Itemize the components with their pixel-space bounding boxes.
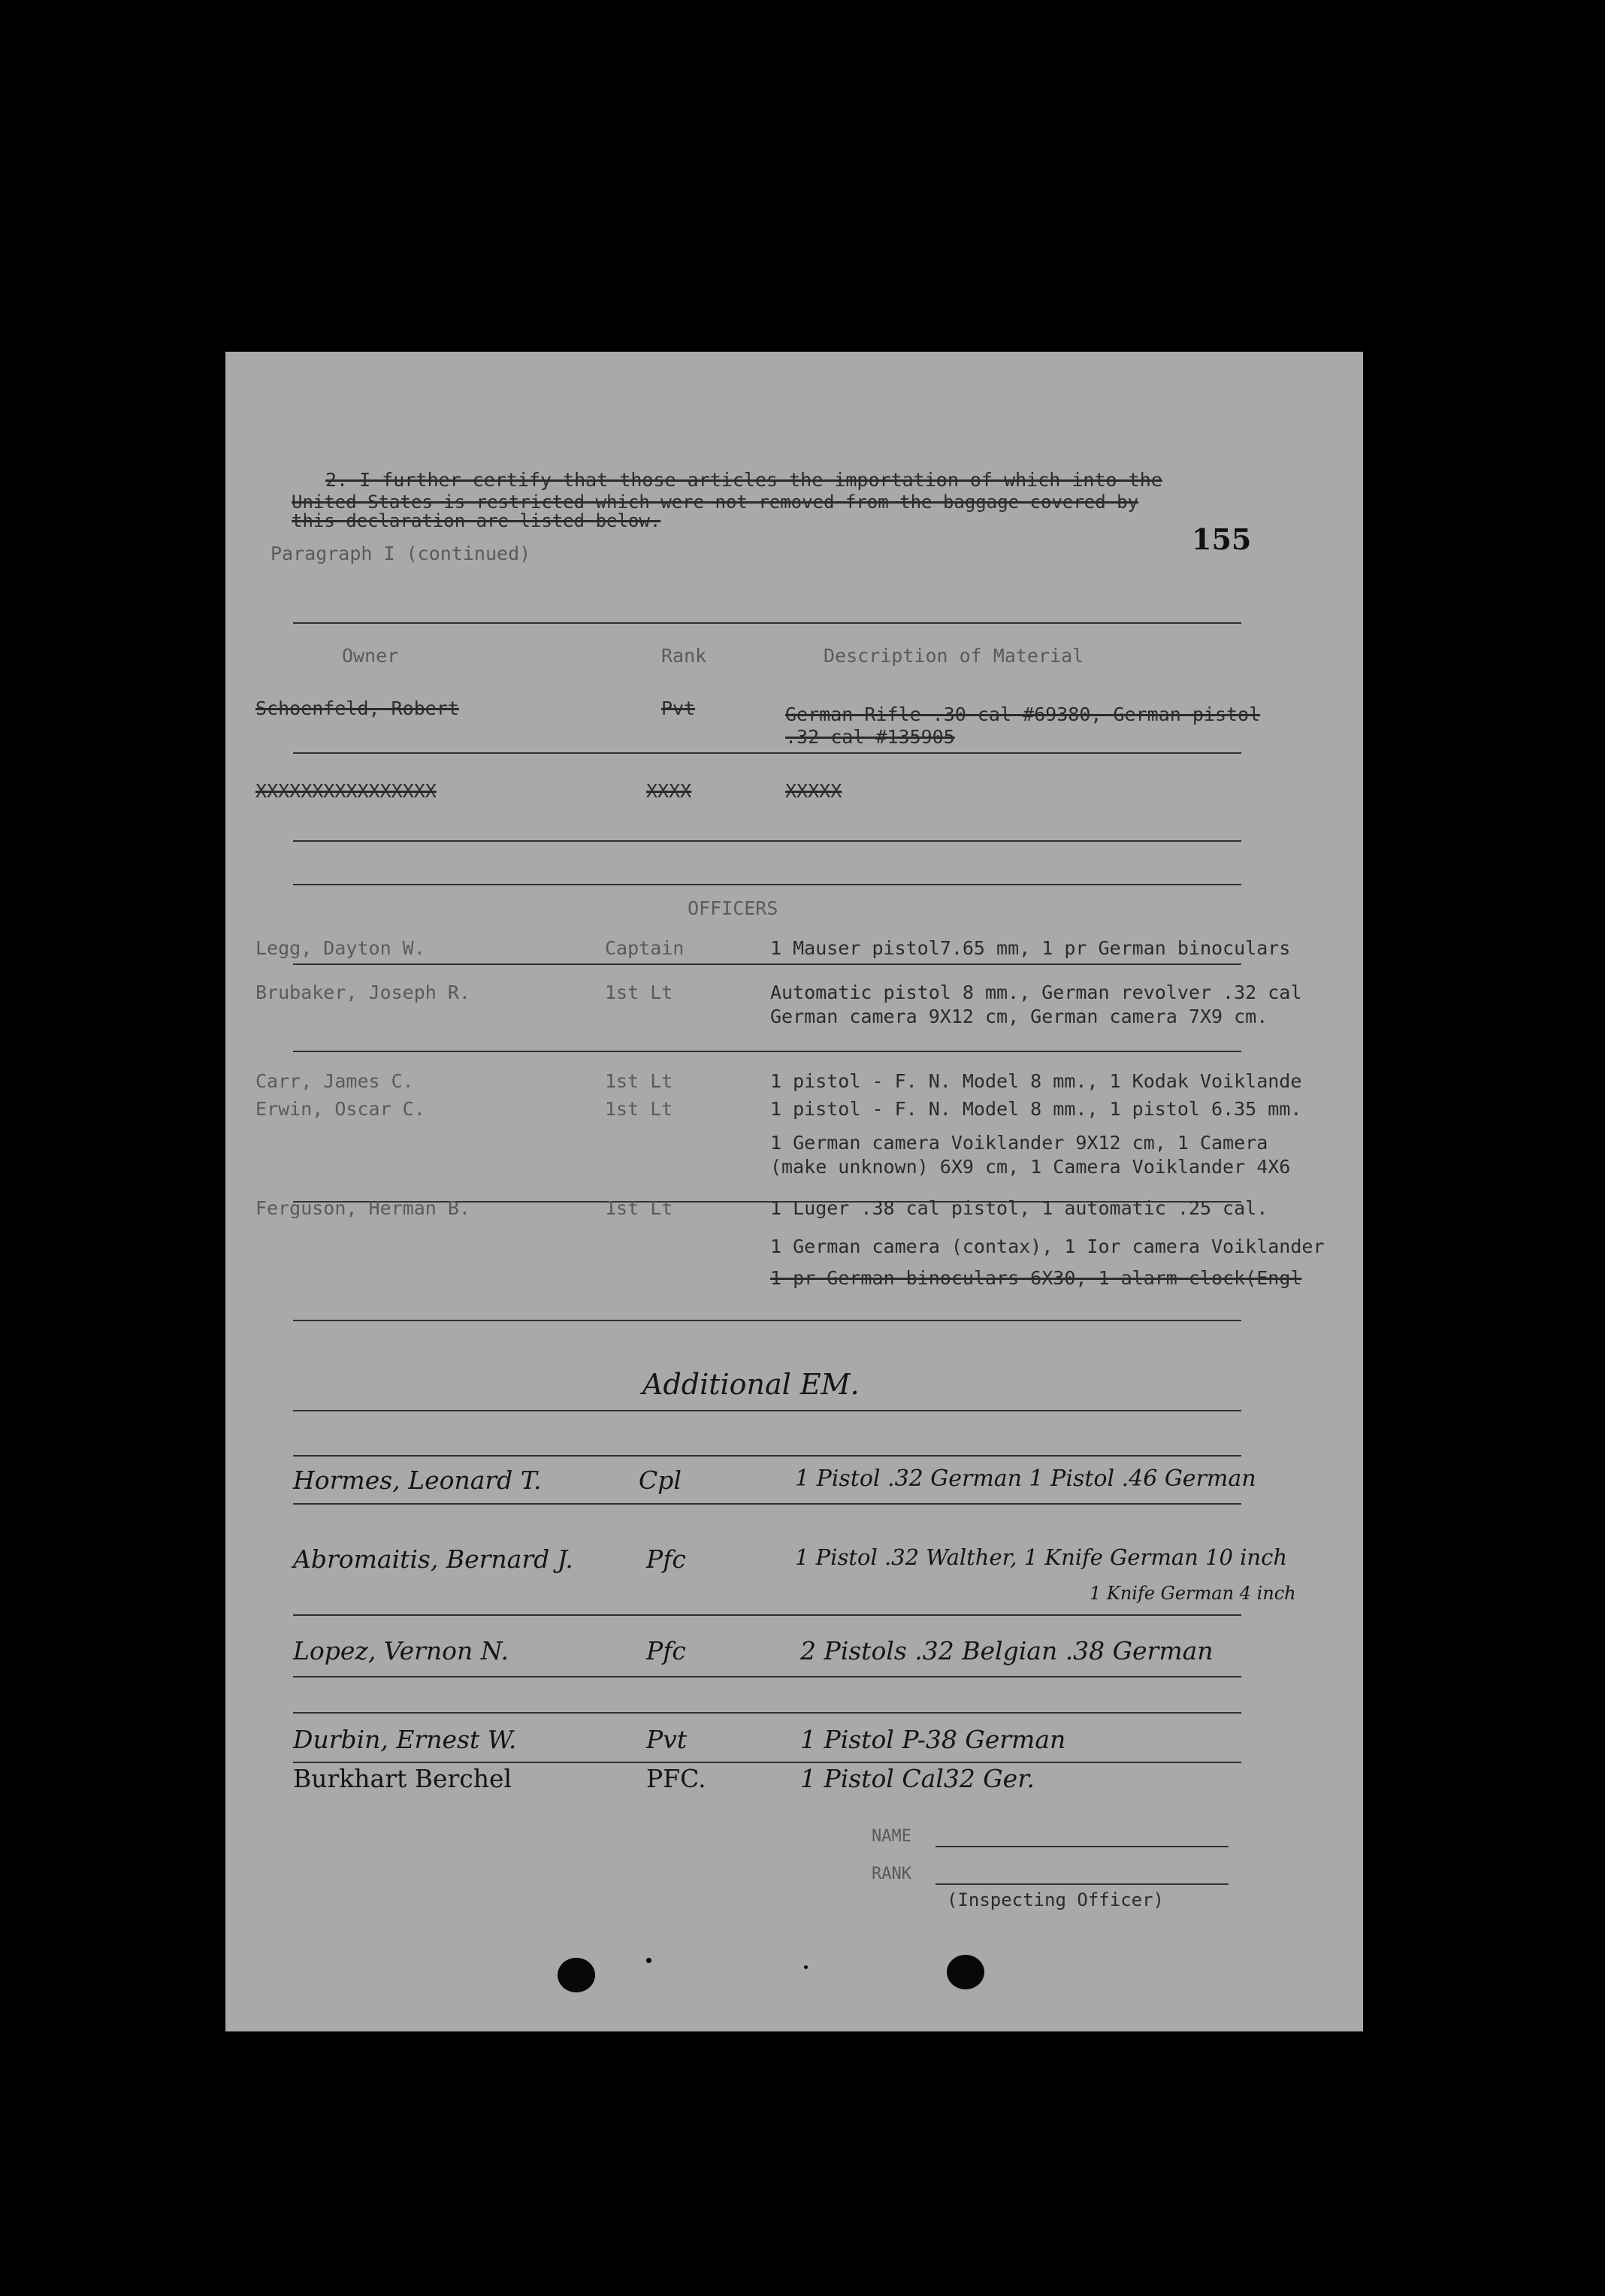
owner-cell: Hormes, Leonard T. xyxy=(293,1466,542,1495)
scan-mark xyxy=(804,1965,808,1969)
punch-hole xyxy=(558,1958,595,1992)
owner-cell: Erwin, Oscar C. xyxy=(255,1098,425,1120)
rule xyxy=(293,752,1241,754)
owner-cell: Carr, James C. xyxy=(255,1070,414,1092)
description-cell: XXXXX xyxy=(785,780,842,802)
rule xyxy=(293,1762,1241,1763)
description-cell: 2 Pistols .32 Belgian .38 German xyxy=(800,1636,1214,1665)
rule xyxy=(293,1614,1241,1616)
description-cell: 1 pistol - F. N. Model 8 mm., 1 Kodak Voiklande xyxy=(770,1070,1302,1092)
paragraph-label: Paragraph I (continued) xyxy=(271,543,531,564)
certification-line-2: United States is restricted which were not removed from the baggage covered by xyxy=(292,492,1139,513)
owner-cell: Brubaker, Joseph R. xyxy=(255,982,470,1003)
description-cell: Automatic pistol 8 mm., German revolver .32 cal xyxy=(770,982,1302,1003)
description-cell: .32 cal #135905 xyxy=(785,726,955,748)
rank-cell: Pfc xyxy=(646,1544,686,1574)
rule xyxy=(293,840,1241,842)
owner-cell: Schoenfeld, Robert xyxy=(255,697,459,719)
description-cell: 1 Pistol .32 German 1 Pistol .46 German xyxy=(795,1466,1256,1492)
owner-cell: Abromaitis, Bernard J. xyxy=(293,1544,573,1574)
scan-mark xyxy=(646,1958,651,1963)
rule xyxy=(293,1503,1241,1505)
owner-cell: Ferguson, Herman B. xyxy=(255,1197,470,1219)
rank-cell: 1st Lt xyxy=(605,1098,673,1120)
description-cell: 1 Pistol Cal32 Ger. xyxy=(800,1764,1035,1793)
additional-heading: Additional EM. xyxy=(642,1368,860,1401)
rank-cell: 1st Lt xyxy=(605,1070,673,1092)
rule xyxy=(293,1320,1241,1321)
rank-cell: PFC. xyxy=(646,1764,706,1793)
column-owner: Owner xyxy=(342,645,399,667)
officers-heading: OFFICERS xyxy=(688,897,778,919)
rule xyxy=(293,884,1241,885)
description-cell: 1 Pistol P-38 German xyxy=(800,1725,1066,1754)
owner-cell: Lopez, Vernon N. xyxy=(293,1636,509,1665)
rule xyxy=(293,1410,1241,1411)
description-cell: German camera 9X12 cm, German camera 7X9 cm. xyxy=(770,1006,1268,1027)
inspecting-officer-caption: (Inspecting Officer) xyxy=(947,1889,1164,1910)
rank-cell: Captain xyxy=(605,937,685,959)
signature-name-line xyxy=(935,1846,1229,1847)
description-cell: 1 German camera (contax), 1 Ior camera Voiklander xyxy=(770,1236,1325,1257)
owner-cell: XXXXXXXXXXXXXXXX xyxy=(255,780,437,802)
rule xyxy=(293,622,1241,624)
column-rank: Rank xyxy=(661,645,707,667)
description-cell: 1 pistol - F. N. Model 8 mm., 1 pistol 6.35 mm. xyxy=(770,1098,1302,1120)
description-cell: 1 Luger .38 cal pistol, 1 automatic .25 cal. xyxy=(770,1197,1268,1219)
certification-line-1: 2. I further certify that those articles the importation of which into the xyxy=(325,469,1162,491)
description-cell: 1 Pistol .32 Walther, 1 Knife German 10 inch xyxy=(795,1544,1288,1570)
rule xyxy=(293,1676,1241,1677)
owner-cell: Legg, Dayton W. xyxy=(255,937,425,959)
rank-cell: Pvt xyxy=(661,697,696,719)
rank-cell: Pvt xyxy=(646,1725,688,1754)
rank-cell: Pfc xyxy=(646,1636,686,1665)
description-cell: German Rifle .30 cal #69380, German pistol xyxy=(785,703,1261,725)
rank-cell: Cpl xyxy=(639,1466,682,1495)
owner-cell: Burkhart Berchel xyxy=(293,1764,512,1793)
description-cell: 1 pr German binoculars 6X30, 1 alarm clock(Engl xyxy=(770,1267,1302,1289)
description-cell: 1 German camera Voiklander 9X12 cm, 1 Camera xyxy=(770,1132,1268,1154)
rank-label: RANK xyxy=(872,1865,911,1883)
page-number: 155 xyxy=(1192,522,1252,556)
name-label: NAME xyxy=(872,1827,911,1846)
rank-cell: XXXX xyxy=(646,780,692,802)
signature-rank-line xyxy=(935,1883,1229,1885)
column-description: Description of Material xyxy=(824,645,1084,667)
rule xyxy=(293,1455,1241,1457)
rank-cell: 1st Lt xyxy=(605,1197,673,1219)
rule xyxy=(293,1712,1241,1714)
rank-cell: 1st Lt xyxy=(605,982,673,1003)
description-cell: (make unknown) 6X9 cm, 1 Camera Voiklander 4X6 xyxy=(770,1156,1291,1178)
owner-cell: Durbin, Ernest W. xyxy=(293,1725,517,1754)
description-cell: 1 Mauser pistol7.65 mm, 1 pr German binoculars xyxy=(770,937,1291,959)
description-cell: 1 Knife German 4 inch xyxy=(1090,1583,1296,1604)
declaration-sheet xyxy=(225,352,1363,2031)
certification-line-3: this declaration are listed below. xyxy=(292,510,661,531)
rule xyxy=(293,1051,1241,1052)
rule xyxy=(293,963,1241,965)
punch-hole xyxy=(947,1955,984,1989)
